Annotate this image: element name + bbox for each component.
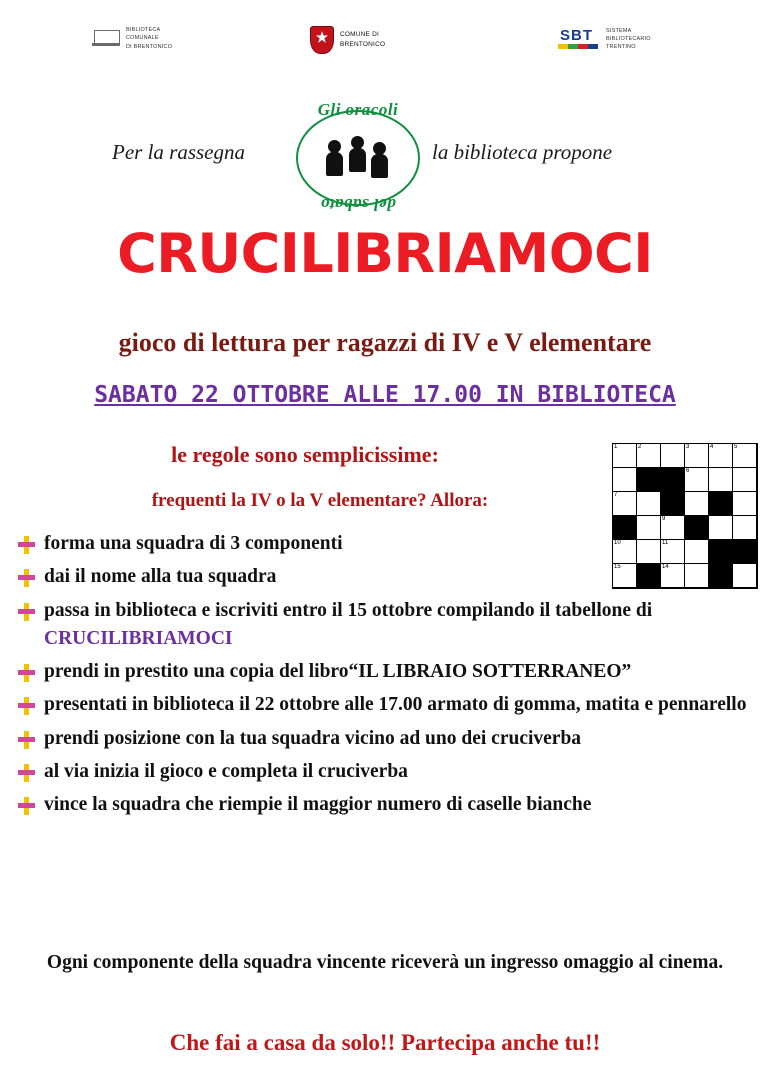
sbt-mark-icon	[556, 26, 600, 52]
coat-of-arms-icon	[310, 26, 334, 54]
bullet-cross-icon	[18, 764, 36, 786]
rule-item-text: al via inizia il gioco e completa il cruciverba	[44, 760, 408, 782]
crossword-cell-number: 1	[614, 444, 618, 450]
rule-item-highlight: CRUCILIBRIAMOCI	[44, 627, 233, 649]
event-date-text: SABATO 22 OTTOBRE ALLE 17.00 IN BIBLIOTECA	[94, 382, 676, 408]
rule-item	[18, 691, 758, 719]
rules-subheading: frequenti la IV o la V elementare? Allora:	[151, 490, 489, 511]
crossword-cell-number: 15	[614, 564, 621, 570]
sbt-color-bars-icon	[558, 44, 598, 49]
rassegna-banner	[0, 100, 770, 218]
bullet-cross-icon	[18, 731, 36, 753]
crossword-cell	[661, 468, 685, 492]
rule-item	[18, 530, 758, 558]
rassegna-left-text: Per la rassegna	[112, 140, 245, 164]
logo-sbt	[556, 26, 651, 52]
library-building-icon	[92, 27, 120, 49]
rule-item-text: vince la squadra che riempie il maggior numero di caselle bianche	[44, 794, 592, 816]
logo-sbt-line2: BIBLIOTECARIO	[606, 35, 651, 42]
event-date-line	[0, 382, 770, 408]
bullet-cross-icon	[18, 697, 36, 719]
crossword-cell-number: 4	[710, 444, 714, 450]
logo-biblioteca-line2: COMUNALE	[126, 35, 159, 42]
oracoli-figures-icon	[324, 136, 392, 178]
rassegna-right-text: la biblioteca propone	[432, 140, 613, 164]
bullet-cross-icon	[18, 536, 36, 558]
bullet-cross-icon	[18, 797, 36, 819]
crossword-cell	[733, 468, 757, 492]
crossword-cell	[661, 492, 685, 516]
bullet-cross-icon	[18, 569, 36, 591]
oracoli-top-text: Gli oracoli	[317, 100, 399, 119]
logo-sbt-line1: SISTEMA	[606, 27, 632, 34]
crossword-cell	[685, 492, 709, 516]
logo-sbt-caption	[606, 27, 651, 52]
crossword-cell-number: 5	[734, 444, 738, 450]
crossword-cell	[661, 444, 685, 468]
closing-note: Ogni componente della squadra vincente riceverà un ingresso omaggio al cinema.	[46, 952, 724, 973]
logo-comune-line2: BRENTONICO	[340, 41, 386, 48]
gli-oracoli-del-sabato-logo	[288, 102, 428, 214]
crossword-cell	[637, 468, 661, 492]
logo-biblioteca-comunale	[92, 26, 172, 51]
logo-biblioteca-line3: DI BRENTONICO	[126, 43, 173, 50]
oracoli-bottom-text: del sabato	[320, 195, 396, 214]
crossword-cell	[733, 444, 757, 468]
crossword-cell	[613, 444, 637, 468]
crossword-cell	[637, 444, 661, 468]
rule-item	[18, 791, 758, 819]
crossword-cell-number: 3	[686, 444, 690, 450]
rule-item-text: dai il nome alla tua squadra	[44, 566, 277, 588]
logo-comune-line1: COMUNE DI	[340, 31, 379, 39]
crossword-cell-number: 11	[662, 540, 669, 546]
crossword-cell	[613, 468, 637, 492]
crossword-cell-number: 6	[686, 468, 690, 474]
rule-item	[18, 597, 758, 654]
crossword-cell-number: 9	[662, 516, 666, 522]
crossword-cell-number: 8	[710, 492, 714, 498]
bullet-cross-icon	[18, 603, 36, 625]
crossword-cell-number: 7	[614, 492, 618, 498]
crossword-cell	[709, 468, 733, 492]
logo-comune-caption	[340, 30, 385, 50]
page-title: CRUCILIBRIAMOCI	[117, 222, 653, 285]
rules-list	[18, 530, 758, 824]
rules-heading: le regole sono semplicissime:	[171, 442, 439, 467]
crossword-cell	[685, 468, 709, 492]
page-subtitle: gioco di lettura per ragazzi di IV e V elementare	[118, 328, 652, 357]
rule-item-text: forma una squadra di 3 componenti	[44, 533, 343, 554]
rule-item-text: prendi in prestito una copia del libro“IL LIBRAIO SOTTERRANEO”	[44, 661, 632, 683]
logo-biblioteca-line1: BIBLIOTECA	[126, 27, 161, 33]
sbt-letters: SBT	[560, 27, 593, 44]
crossword-cell	[613, 492, 637, 516]
bullet-cross-icon	[18, 664, 36, 686]
logo-sbt-line3: TRENTINO	[606, 44, 636, 51]
logo-biblioteca-caption	[126, 26, 172, 51]
rule-item-text: prendi posizione con la tua squadra vicino ad uno dei cruciverba	[44, 727, 582, 749]
header-logo-row	[0, 22, 770, 78]
crossword-cell	[709, 444, 733, 468]
rule-item	[18, 563, 758, 591]
logo-comune-brentonico	[310, 26, 385, 54]
rule-item-text: presentati in biblioteca il 22 ottobre alle 17.00 armato di gomma, matita e pennarello	[44, 694, 747, 716]
crossword-cell	[637, 492, 661, 516]
crossword-cell	[733, 492, 757, 516]
crossword-cell-number: 2	[638, 444, 642, 450]
crossword-cell	[685, 444, 709, 468]
rule-item	[18, 725, 758, 753]
rule-item	[18, 758, 758, 786]
rule-item-text: passa in biblioteca e iscriviti entro il 15 ottobre compilando il tabellone di CRUCILIBRIAMOCI	[44, 599, 653, 649]
crossword-cell	[709, 492, 733, 516]
crossword-cell-number: 14	[662, 564, 669, 570]
crossword-cell-number: 10	[614, 540, 621, 546]
rule-item	[18, 658, 758, 686]
final-callout: Che fai a casa da solo!! Partecipa anche tu!!	[169, 1030, 601, 1055]
